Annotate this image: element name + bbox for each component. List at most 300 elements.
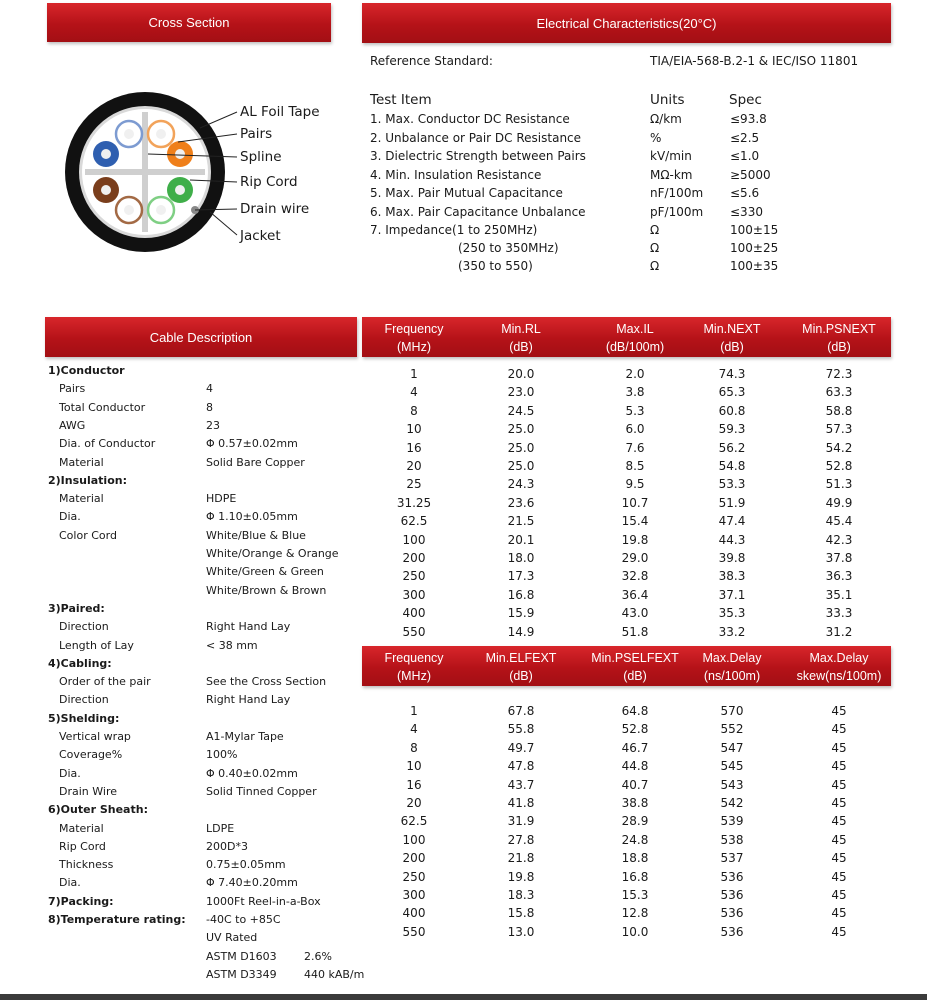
table-row — [362, 623, 891, 641]
spec-value: White/Brown & Brown — [206, 583, 327, 597]
test-item: (250 to 350MHz) — [458, 241, 559, 255]
table-row — [362, 776, 891, 794]
cable-spec-row — [48, 730, 368, 748]
table-cell: 28.9 — [621, 814, 649, 829]
cable-spec-row — [48, 492, 368, 510]
table-cell: 21.5 — [507, 514, 535, 529]
section-heading: 6)Outer Sheath: — [48, 803, 148, 817]
spec-label: Length of Lay — [59, 638, 134, 652]
table-cell: 45 — [831, 832, 847, 847]
table-cell: 60.8 — [718, 403, 746, 418]
spec-extra: 2.6% — [304, 949, 332, 963]
cable-spec-row — [48, 931, 368, 949]
test-spec: ≤93.8 — [730, 112, 767, 126]
table-cell: 1 — [410, 704, 418, 718]
table-cell: 45 — [831, 704, 847, 718]
test-units: Ω/km — [650, 112, 682, 126]
cable-spec-row — [48, 382, 368, 400]
table-cell: 16 — [406, 440, 422, 455]
table-cell: 38.3 — [718, 569, 746, 584]
table-cell: 63.3 — [825, 385, 853, 400]
spec-value: 4 — [206, 382, 213, 396]
table-cell: 570 — [720, 704, 744, 718]
section-heading: 1)Conductor — [48, 364, 125, 377]
table-cell: 15.3 — [621, 888, 649, 902]
cable-spec-row — [48, 456, 368, 474]
cable-spec-row — [48, 876, 368, 894]
spec-value: Φ 0.57±0.02mm — [206, 437, 298, 451]
table-cell: 543 — [720, 777, 744, 792]
table-row — [362, 439, 891, 457]
table-cell: 57.3 — [825, 422, 853, 437]
table-cell: 35.3 — [718, 606, 746, 621]
table-cell: 54.2 — [825, 440, 853, 455]
table-cell: 35.1 — [825, 587, 853, 602]
table-cell: 45.4 — [825, 514, 853, 529]
table-cell: 49.7 — [507, 740, 535, 755]
cable-spec-row — [48, 565, 368, 583]
test-spec: 100±25 — [730, 241, 779, 255]
table-cell: 400 — [402, 606, 426, 621]
column-header-title: Max.Delay — [809, 651, 869, 665]
test-units: Ω — [650, 259, 660, 273]
table-cell: 21.8 — [507, 851, 535, 866]
units-heading: Units — [650, 92, 685, 108]
table-cell: 5.3 — [625, 403, 645, 418]
spec-value: Φ 7.40±0.20mm — [206, 876, 298, 890]
table-cell: 52.8 — [621, 722, 649, 737]
column-header-title: Max.Delay — [702, 651, 762, 665]
table-cell: 10.0 — [621, 924, 649, 939]
cable-section-row — [48, 657, 368, 675]
label-pairs: Pairs — [240, 126, 273, 142]
table-cell: 54.8 — [718, 459, 746, 473]
table-cell: 400 — [402, 906, 426, 921]
table-cell: 13.0 — [507, 924, 535, 939]
table-cell: 64.8 — [621, 704, 649, 718]
table-row — [362, 567, 891, 585]
table-cell: 62.5 — [400, 514, 428, 529]
table-cell: 100 — [402, 832, 426, 847]
spec-label: Vertical wrap — [59, 730, 131, 743]
table-row — [362, 531, 891, 549]
table-cell: 25.0 — [507, 422, 535, 437]
table-cell: 45 — [831, 740, 847, 755]
table-cell: 20 — [406, 459, 422, 473]
table-cell: 15.8 — [507, 906, 535, 921]
column-header — [466, 649, 576, 685]
table-cell: 200 — [402, 851, 426, 866]
spec-value: 200D*3 — [206, 839, 248, 853]
table-cell: 33.2 — [718, 624, 746, 639]
table-cell: 25 — [406, 477, 422, 492]
test-spec: ≥5000 — [730, 168, 771, 182]
table-cell: 16 — [406, 777, 422, 792]
table-row — [362, 886, 891, 904]
column-header — [576, 320, 694, 356]
section-heading: 3)Paired: — [48, 601, 105, 615]
table-row — [362, 512, 891, 530]
table-cell: 19.8 — [621, 532, 649, 547]
spec-label: Thickness — [59, 858, 114, 872]
column-header-unit: (dB) — [623, 669, 647, 683]
table-cell: 550 — [402, 624, 426, 639]
column-header-unit: (ns/100m) — [703, 669, 761, 683]
test-item: 4. Min. Insulation Resistance — [370, 168, 542, 182]
column-header-title: Frequency — [384, 651, 444, 665]
cable-spec-row — [48, 675, 368, 693]
table-cell: 20.0 — [507, 367, 535, 381]
spec-value: Solid Tinned Copper — [206, 784, 317, 798]
table-cell: 200 — [402, 551, 426, 565]
column-header-unit: (dB) — [827, 340, 851, 354]
spec-label: Drain Wire — [59, 784, 117, 798]
table-cell: 44.3 — [718, 532, 746, 547]
table-cell: 52.8 — [825, 459, 853, 473]
table-cell: 33.3 — [825, 606, 853, 621]
table-cell: 45 — [831, 759, 847, 774]
table-cell: 18.8 — [621, 851, 649, 866]
column-header-unit: (MHz) — [396, 340, 431, 354]
column-header-title: Min.PSNEXT — [802, 322, 876, 336]
table-cell: 44.8 — [621, 759, 649, 774]
spec-label: Dia. — [59, 510, 81, 524]
table-row — [362, 586, 891, 604]
cable-section-row — [48, 913, 368, 931]
cable-spec-row — [48, 584, 368, 602]
spec-value: Right Hand Lay — [206, 620, 291, 634]
table-cell: 542 — [720, 796, 744, 810]
label-rip-cord: Rip Cord — [240, 174, 298, 190]
table-row — [362, 420, 891, 438]
table-cell: 51.3 — [825, 477, 853, 492]
table-cell: 24.3 — [507, 477, 535, 492]
spec-value: See the Cross Section — [206, 675, 327, 689]
reference-standard-value: TIA/EIA-568-B.2-1 & IEC/ISO 11801 — [650, 54, 859, 68]
column-header — [787, 649, 891, 685]
spec-label: Dia. — [59, 766, 81, 780]
section-heading: 2)Insulation: — [48, 473, 127, 487]
column-header — [787, 320, 891, 356]
table-cell: 65.3 — [718, 385, 746, 400]
table-cell: 49.9 — [825, 495, 853, 510]
cable-section-row — [48, 895, 368, 913]
table-cell: 25.0 — [507, 459, 535, 473]
table-row — [362, 923, 891, 941]
table-cell: 536 — [720, 888, 744, 902]
test-spec: ≤330 — [730, 205, 763, 219]
spec-value: White/Blue & Blue — [206, 528, 306, 542]
test-item: 5. Max. Pair Mutual Capacitance — [370, 186, 563, 200]
column-header-unit: (MHz) — [396, 669, 431, 683]
cable-spec-row — [48, 693, 368, 711]
column-header — [362, 320, 466, 356]
table-row — [362, 383, 891, 401]
spec-heading: Spec — [729, 92, 762, 108]
cable-spec-row — [48, 639, 368, 657]
table-row — [362, 739, 891, 757]
spec-value: 1000Ft Reel-in-a-Box — [206, 894, 321, 908]
electrical-characteristics-header: Electrical Characteristics(20°C) — [362, 3, 891, 43]
table-cell: 2.0 — [625, 367, 645, 381]
test-units: pF/100m — [650, 205, 704, 219]
test-spec: ≤1.0 — [730, 149, 760, 163]
table-cell: 43.0 — [621, 606, 649, 621]
table-cell: 74.3 — [718, 367, 746, 381]
table-cell: 31.25 — [396, 495, 432, 510]
cable-spec-row — [48, 767, 368, 785]
table-cell: 8.5 — [625, 459, 645, 473]
column-header — [680, 320, 784, 356]
table-cell: 58.8 — [825, 403, 853, 418]
section-heading: 7)Packing: — [48, 894, 114, 908]
test-item: (350 to 550) — [458, 259, 533, 273]
spec-value: 0.75±0.05mm — [206, 858, 286, 872]
cable-spec-row — [48, 840, 368, 858]
cable-section-row — [48, 474, 368, 492]
spec-label: Direction — [59, 620, 109, 634]
cable-spec-row — [48, 785, 368, 803]
table-cell: 40.7 — [621, 777, 649, 792]
cable-section-row — [48, 712, 368, 730]
table-cell: 536 — [720, 869, 744, 884]
spec-label: Dia. of Conductor — [59, 437, 156, 451]
table-row — [362, 549, 891, 567]
table-row — [362, 720, 891, 738]
table-cell: 25.0 — [507, 440, 535, 455]
column-header-title: Min.RL — [501, 322, 541, 336]
test-item: 3. Dielectric Strength between Pairs — [370, 149, 586, 163]
section-heading: 4)Cabling: — [48, 656, 112, 670]
table-cell: 32.8 — [621, 569, 649, 584]
table-cell: 300 — [402, 587, 426, 602]
table-cell: 100 — [402, 532, 426, 547]
table-cell: 67.8 — [507, 704, 535, 718]
table-cell: 300 — [402, 888, 426, 902]
table-cell: 42.3 — [825, 532, 853, 547]
table-cell: 1 — [410, 367, 418, 381]
spec-value: < 38 mm — [206, 638, 258, 652]
column-header-title: Min.NEXT — [703, 322, 761, 336]
table-cell: 16.8 — [621, 869, 649, 884]
table-cell: 250 — [402, 869, 426, 884]
cable-spec-row — [48, 968, 368, 986]
table-cell: 4 — [410, 722, 418, 737]
table-cell: 45 — [831, 906, 847, 921]
performance-table-2 — [362, 646, 891, 946]
cable-section-row — [48, 364, 368, 382]
test-units: % — [650, 131, 662, 145]
label-jacket: Jacket — [240, 228, 281, 244]
reference-standard-label: Reference Standard: — [370, 54, 493, 68]
table-row — [362, 475, 891, 493]
cable-section-row — [48, 602, 368, 620]
table-cell: 39.8 — [718, 551, 746, 565]
test-item-heading: Test Item — [370, 92, 432, 108]
table-cell: 3.8 — [625, 385, 645, 400]
table-cell: 552 — [720, 722, 744, 737]
table-1-header — [362, 317, 891, 357]
label-al-foil-tape: AL Foil Tape — [240, 104, 320, 120]
table-cell: 7.6 — [625, 440, 645, 455]
cable-description-header: Cable Description — [45, 317, 357, 357]
table-cell: 547 — [720, 740, 744, 755]
cable-spec-row — [48, 419, 368, 437]
table-cell: 62.5 — [400, 814, 428, 829]
table-cell: 38.8 — [621, 796, 649, 810]
table-cell: 45 — [831, 777, 847, 792]
table-cell: 47.4 — [718, 514, 746, 529]
table-row — [362, 757, 891, 775]
cable-spec-row — [48, 822, 368, 840]
label-drain-wire: Drain wire — [240, 201, 310, 217]
table-cell: 10.7 — [621, 495, 649, 510]
column-header — [466, 320, 576, 356]
table-cell: 536 — [720, 924, 744, 939]
spec-value: White/Green & Green — [206, 565, 324, 579]
table-cell: 4 — [410, 385, 418, 400]
table-row — [362, 494, 891, 512]
table-row — [362, 457, 891, 475]
test-units: MΩ-km — [650, 168, 693, 182]
table-cell: 12.8 — [621, 906, 649, 921]
test-spec: 100±15 — [730, 223, 779, 237]
table-cell: 29.0 — [621, 551, 649, 565]
spec-label: Material — [59, 492, 104, 506]
table-2-header — [362, 646, 891, 686]
performance-table-1 — [362, 317, 891, 645]
table-row — [362, 849, 891, 867]
cable-spec-row — [48, 510, 368, 528]
table-row — [362, 831, 891, 849]
table-cell: 16.8 — [507, 587, 535, 602]
cable-spec-row — [48, 858, 368, 876]
test-item: 1. Max. Conductor DC Resistance — [370, 112, 570, 126]
test-units: Ω — [650, 223, 660, 237]
cable-section-row — [48, 803, 368, 821]
spec-label: Total Conductor — [59, 400, 146, 414]
table-row — [362, 812, 891, 830]
table-cell: 8 — [410, 740, 418, 755]
spec-label: Dia. — [59, 876, 81, 890]
table-cell: 37.8 — [825, 551, 853, 565]
spec-label: Rip Cord — [59, 839, 106, 853]
table-row — [362, 604, 891, 622]
spec-label: Material — [59, 821, 104, 835]
spec-label: Pairs — [59, 382, 86, 396]
spec-value: 100% — [206, 748, 238, 762]
table-row — [362, 402, 891, 420]
table-cell: 45 — [831, 851, 847, 866]
spec-value: ASTM D3349 — [206, 967, 277, 981]
table-cell: 15.4 — [621, 514, 649, 529]
table-cell: 55.8 — [507, 722, 535, 737]
spec-value: Φ 1.10±0.05mm — [206, 510, 298, 524]
table-cell: 14.9 — [507, 624, 535, 639]
table-cell: 51.9 — [718, 495, 746, 510]
spec-value: Solid Bare Copper — [206, 455, 305, 469]
column-header-unit: (dB/100m) — [605, 340, 665, 354]
table-cell: 56.2 — [718, 440, 746, 455]
table-cell: 6.0 — [625, 422, 645, 437]
table-cell: 41.8 — [507, 796, 535, 810]
test-item: 2. Unbalance or Pair DC Resistance — [370, 131, 582, 145]
table-row — [362, 868, 891, 886]
spec-value: UV Rated — [206, 931, 258, 945]
spec-value: 23 — [206, 418, 220, 432]
cable-spec-row — [48, 529, 368, 547]
spec-value: Right Hand Lay — [206, 693, 291, 707]
spec-value: -40C to +85C — [206, 913, 281, 926]
page-bottom-bar — [0, 994, 927, 1000]
table-cell: 45 — [831, 924, 847, 939]
column-header — [576, 649, 694, 685]
table-row — [362, 365, 891, 383]
table-cell: 24.5 — [507, 403, 535, 418]
table-cell: 51.8 — [621, 624, 649, 639]
spec-label: Coverage% — [59, 748, 123, 762]
spec-extra: 440 kAB/m — [304, 967, 365, 981]
test-item: 7. Impedance(1 to 250MHz) — [370, 223, 538, 237]
table-cell: 20.1 — [507, 532, 535, 547]
cable-spec-row — [48, 748, 368, 766]
test-item: 6. Max. Pair Capacitance Unbalance — [370, 205, 586, 219]
table-cell: 20 — [406, 796, 422, 810]
test-spec: 100±35 — [730, 259, 779, 273]
spec-label: AWG — [59, 418, 86, 432]
table-cell: 538 — [720, 832, 744, 847]
table-cell: 45 — [831, 814, 847, 829]
column-header — [680, 649, 784, 685]
table-cell: 537 — [720, 851, 744, 866]
table-cell: 45 — [831, 722, 847, 737]
table-cell: 46.7 — [621, 740, 649, 755]
table-cell: 27.8 — [507, 832, 535, 847]
spec-value: ASTM D1603 — [206, 949, 277, 963]
column-header-title: Min.ELFEXT — [485, 651, 557, 665]
spec-value: White/Orange & Orange — [206, 547, 339, 560]
spec-value: HDPE — [206, 492, 237, 506]
table-cell: 37.1 — [718, 587, 746, 602]
table-cell: 250 — [402, 569, 426, 584]
table-cell: 536 — [720, 906, 744, 921]
test-units: nF/100m — [650, 186, 704, 200]
spec-value: Φ 0.40±0.02mm — [206, 766, 298, 780]
table-cell: 23.6 — [507, 495, 535, 510]
table-cell: 18.0 — [507, 551, 535, 565]
table-cell: 17.3 — [507, 569, 535, 584]
cable-spec-row — [48, 401, 368, 419]
table-cell: 15.9 — [507, 606, 535, 621]
label-spline: Spline — [240, 149, 282, 165]
table-cell: 47.8 — [507, 759, 535, 774]
spec-value: A1-Mylar Tape — [206, 730, 284, 743]
section-heading: 5)Shelding: — [48, 711, 120, 725]
table-cell: 45 — [831, 796, 847, 810]
spec-label: Direction — [59, 693, 109, 707]
cable-spec-row — [48, 437, 368, 455]
table-cell: 36.3 — [825, 569, 853, 584]
section-heading: 8)Temperature rating: — [48, 913, 186, 926]
table-cell: 10 — [406, 422, 422, 437]
table-cell: 545 — [720, 759, 744, 774]
test-units: Ω — [650, 241, 660, 255]
table-cell: 31.2 — [825, 624, 853, 639]
spec-label: Color Cord — [59, 528, 117, 542]
table-cell: 45 — [831, 869, 847, 884]
table-row — [362, 904, 891, 922]
table-cell: 43.7 — [507, 777, 535, 792]
